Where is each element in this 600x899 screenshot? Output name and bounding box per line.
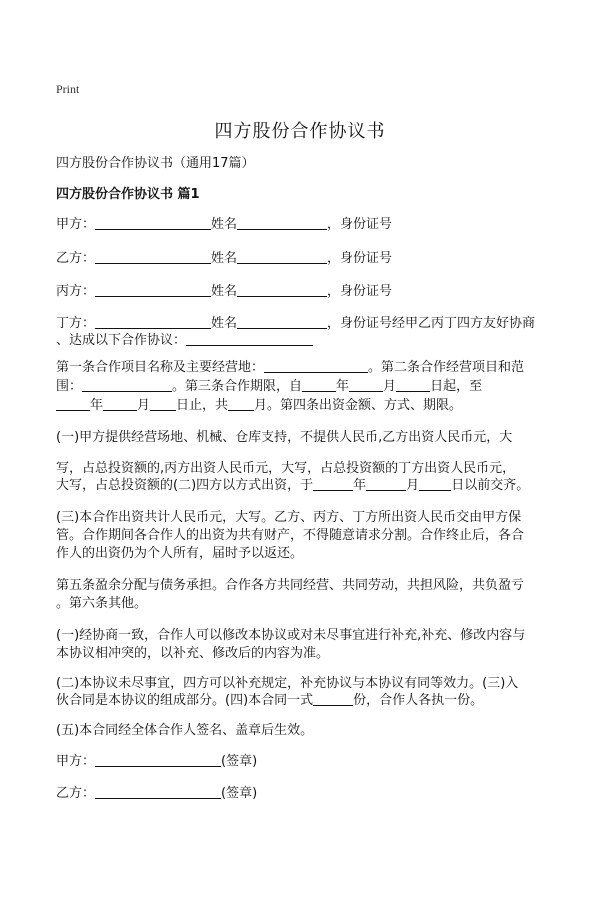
start-year-label: 年 bbox=[336, 379, 350, 394]
party-bing-name-label: 姓名 bbox=[211, 284, 238, 299]
supplement-line-1: (二)本协议未尽事宜，四方可以补充规定，补充协议与本协议有同等效力。(三)入 bbox=[56, 676, 519, 691]
pay-day-blank bbox=[419, 476, 451, 491]
end-day-blank bbox=[150, 396, 176, 411]
clause-5-line-1: 第五条盈余分配与债务承担。合作各方共同经营、共同劳动，共担风险，共负盈亏 bbox=[56, 578, 525, 593]
party-ding-cont-line bbox=[56, 330, 556, 352]
contribution-text-b: 日以前交齐。 bbox=[451, 478, 530, 493]
party-ding-name-label: 姓名 bbox=[211, 316, 238, 331]
party-yi-id-label: ，身份证号 bbox=[327, 251, 393, 266]
signature-jia-line bbox=[56, 751, 556, 773]
end-month-label: 月 bbox=[137, 398, 151, 413]
signature-yi-label: 乙方： bbox=[56, 786, 96, 801]
party-ding-blank bbox=[95, 314, 211, 329]
clause-1-text-b: 。第二条合作经营项目和范 bbox=[368, 360, 525, 375]
party-yi-name-blank bbox=[237, 249, 327, 264]
party-ding-id-text: ，身份证号经甲乙丙丁四方友好协商 bbox=[327, 316, 536, 331]
contribution-line-2: 写，占总投资额的,丙方出资人民币元，大写，占总投资额的丁方出资人民币元， bbox=[56, 461, 516, 476]
signature-yi-blank bbox=[95, 784, 221, 799]
signature-jia-label: 甲方： bbox=[56, 754, 96, 769]
party-yi-name-label: 姓名 bbox=[211, 251, 238, 266]
pay-month-blank bbox=[366, 476, 406, 491]
start-year-blank bbox=[302, 377, 336, 392]
end-month-blank bbox=[103, 396, 137, 411]
signature-jia-seal: (签章) bbox=[221, 754, 258, 769]
party-jia-label: 甲方： bbox=[56, 217, 96, 232]
clause-1-text-a: 第一条合作项目名称及主要经营地： bbox=[56, 360, 265, 375]
party-jia-id-label: ，身份证号 bbox=[327, 217, 393, 232]
supplement-line-2 bbox=[56, 690, 556, 712]
contribution-text-a: 大写，占总投资额的(二)四方以方式出资，于 bbox=[56, 478, 314, 493]
party-jia-blank bbox=[95, 215, 211, 230]
duration-blank bbox=[228, 396, 254, 411]
contribution-line-3 bbox=[56, 475, 556, 497]
party-bing-label: 丙方： bbox=[56, 284, 96, 299]
party-jia-name-blank bbox=[237, 215, 327, 230]
custody-line-1: (三)本合作出资共计人民币元，大写。乙方、丙方、丁方所出资人民币交由甲方保 bbox=[56, 510, 522, 525]
effective-clause: (五)本合同经全体合作人签名、盖章后生效。 bbox=[56, 723, 314, 738]
copies-text-a: 伙合同是本协议的组成部分。(四)本合同一式 bbox=[56, 693, 314, 708]
party-jia-line bbox=[56, 214, 556, 236]
clause-5-line-2: 。第六条其他。 bbox=[56, 596, 148, 611]
project-name-blank bbox=[264, 358, 368, 373]
start-month-label: 月 bbox=[383, 379, 397, 394]
party-bing-id-label: ，身份证号 bbox=[327, 284, 393, 299]
start-day-blank bbox=[396, 377, 430, 392]
party-bing-blank bbox=[95, 282, 211, 297]
clause-4-text: 月。第四条出资金额、方式、期限。 bbox=[254, 398, 463, 413]
party-yi-line bbox=[56, 248, 556, 270]
scope-blank bbox=[82, 377, 172, 392]
end-day-label: 日止，共 bbox=[176, 398, 229, 413]
custody-line-3: 作人的出资仍为个人所有，届时予以返还。 bbox=[56, 546, 304, 561]
document-title: 四方股份合作协议书 bbox=[214, 121, 386, 142]
party-ding-label: 丁方： bbox=[56, 316, 96, 331]
party-yi-blank bbox=[95, 249, 211, 264]
party-ding-cont: 、达成以下合作协议： bbox=[56, 333, 187, 348]
end-year-label: 年 bbox=[90, 398, 104, 413]
clause-2-text-a: 围： bbox=[56, 379, 83, 394]
contribution-line-1: (一)甲方提供经营场地、机械、仓库支持，不提供人民币,乙方出资人民币元，大 bbox=[56, 430, 513, 445]
start-day-label: 日起，至 bbox=[430, 379, 483, 394]
pay-year-label: 年 bbox=[353, 478, 367, 493]
signature-yi-line bbox=[56, 783, 556, 805]
party-ding-cont-blank bbox=[186, 331, 313, 346]
amendment-line-1: (一)经协商一致，合作人可以修改本协议或对未尽事宜进行补充,补充、修改内容与 bbox=[56, 628, 526, 643]
end-year-blank bbox=[56, 396, 90, 411]
document-subtitle: 四方股份合作协议书（通用17篇） bbox=[56, 156, 255, 171]
party-bing-line bbox=[56, 281, 556, 303]
section-heading: 四方股份合作协议书 篇1 bbox=[56, 187, 200, 202]
print-label: Print bbox=[56, 82, 80, 96]
pay-month-label: 月 bbox=[406, 478, 420, 493]
start-month-blank bbox=[349, 377, 383, 392]
copies-text-b: 份，合作人各执一份。 bbox=[353, 693, 484, 708]
party-jia-name-label: 姓名 bbox=[211, 217, 238, 232]
party-yi-label: 乙方： bbox=[56, 251, 96, 266]
custody-line-2: 管。合作期间各合作人的出资为共有财产，不得随意请求分割。合作终止后，各合 bbox=[56, 528, 525, 543]
pay-year-blank bbox=[313, 476, 353, 491]
signature-yi-seal: (签章) bbox=[221, 786, 258, 801]
copies-blank bbox=[313, 691, 353, 706]
party-ding-name-blank bbox=[237, 314, 327, 329]
signature-jia-blank bbox=[95, 752, 221, 767]
clause-1-line-3 bbox=[56, 395, 556, 417]
amendment-line-2: 本协议相冲突的，以补充、修改后的内容为准。 bbox=[56, 646, 330, 661]
clause-3-text: 。第三条合作期限，自 bbox=[172, 379, 303, 394]
party-bing-name-blank bbox=[237, 282, 327, 297]
